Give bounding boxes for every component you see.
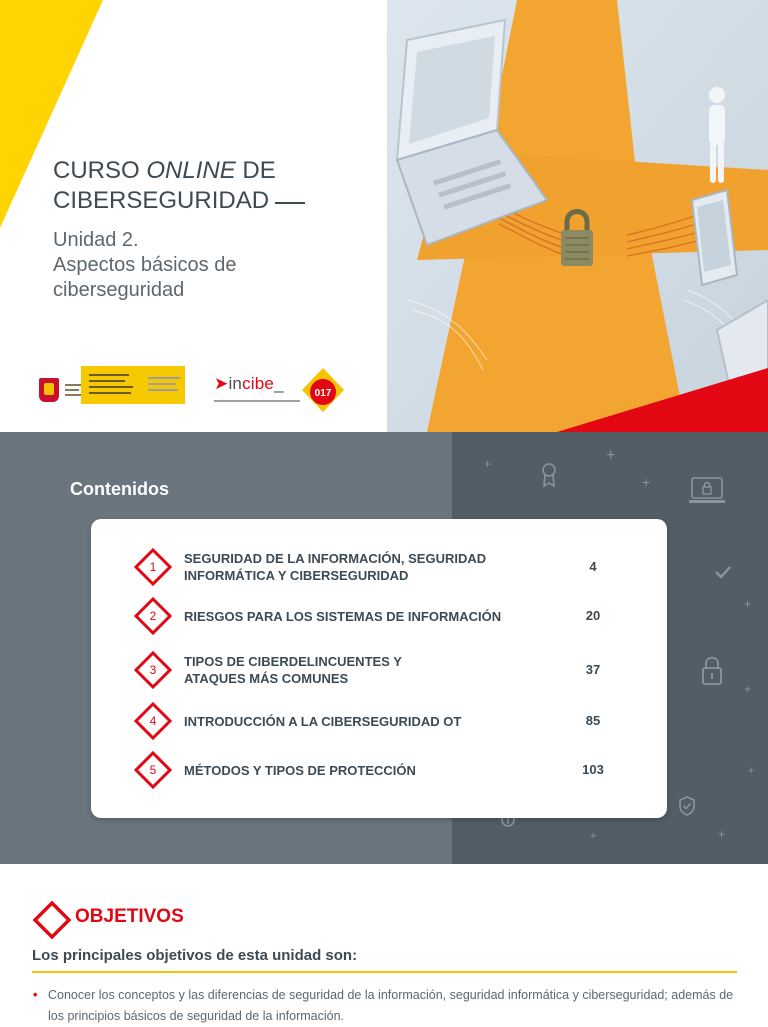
plus-icon: +	[744, 597, 752, 611]
incibe-logo: ➤incibe_	[214, 374, 300, 402]
toc-page-number: 103	[582, 762, 604, 777]
table-of-contents	[91, 519, 667, 818]
title-online: ONLINE	[146, 157, 236, 184]
plus-icon: +	[606, 447, 616, 464]
objectives-list	[32, 985, 737, 1027]
017-badge-text: 017	[314, 388, 332, 399]
toc-number-badge: 4	[133, 701, 173, 741]
medal-icon	[540, 462, 558, 488]
title-text: CURSO	[53, 157, 147, 184]
toc-page-number: 85	[585, 713, 601, 728]
toc-item-title: TIPOS DE CIBERDELINCUENTES Y ATAQUES MÁS COMUNES	[184, 654, 402, 686]
unit-subtitle	[53, 228, 236, 303]
plus-icon: +	[484, 457, 492, 471]
contents-heading: Contenidos	[70, 479, 169, 499]
toc-page-number: 20	[585, 608, 601, 623]
cover	[0, 0, 768, 432]
toc-number-badge: 3	[133, 650, 173, 690]
017-helpline-badge	[301, 367, 345, 418]
objectives-intro: Los principales objetivos de esta unidad son:	[32, 947, 358, 964]
title-text: DE	[235, 157, 276, 184]
objectives-header	[32, 900, 332, 940]
toc-item[interactable]	[91, 547, 667, 587]
toc-number-badge: 5	[133, 750, 173, 790]
toc-item[interactable]	[91, 596, 667, 636]
plus-icon: +	[590, 830, 597, 842]
plus-icon: +	[718, 827, 726, 841]
toc-item[interactable]	[91, 750, 667, 790]
contents-section	[0, 432, 768, 864]
toc-item-title: SEGURIDAD DE LA INFORMACIÓN, SEGURIDAD INFORMÁTICA Y CIBERSEGURIDAD	[184, 551, 487, 583]
plus-icon: +	[748, 765, 755, 777]
institutional-logos	[37, 366, 357, 416]
unit-title: ciberseguridad	[53, 279, 185, 301]
title-underscore-decoration	[275, 202, 305, 204]
toc-item-title: INTRODUCCIÓN A LA CIBERSEGURIDAD OT	[184, 713, 462, 729]
objectives-title: OBJETIVOS	[75, 906, 184, 927]
plus-icon: +	[744, 682, 752, 696]
toc-item[interactable]	[91, 701, 667, 741]
toc-page-number: 37	[585, 662, 601, 677]
laptops-padlock-circuit-photo	[387, 0, 768, 432]
objective-item: • Conocer los conceptos y las diferencias de seguridad de la información, seguridad informática y ciberseguridad; además de los principios básicos de seguridad de la información.	[32, 985, 737, 1027]
red-diamond-icon	[32, 900, 72, 940]
course-title	[53, 156, 305, 216]
title-ciberseguridad: CIBERSEGURIDAD	[53, 187, 270, 214]
unit-title: Aspectos básicos de	[53, 254, 237, 276]
toc-page-number: 4	[589, 559, 597, 574]
toc-item-title: RIESGOS PARA LOS SISTEMAS DE INFORMACIÓN	[184, 608, 502, 624]
shield-check-icon	[678, 796, 696, 816]
toc-item[interactable]	[91, 650, 667, 690]
spain-coat-of-arms-icon	[39, 378, 59, 402]
section-divider	[32, 971, 737, 973]
toc-number-badge: 1	[133, 547, 173, 587]
toc-item-title: MÉTODOS Y TIPOS DE PROTECCIÓN	[184, 762, 416, 778]
padlock-icon	[701, 654, 723, 686]
laptop-lock-icon	[688, 476, 726, 508]
incibe-arrow-icon: ➤	[214, 374, 229, 393]
plus-icon: +	[642, 474, 651, 490]
unit-number: Unidad 2.	[53, 229, 139, 251]
check-icon	[714, 565, 732, 579]
toc-number-badge: 2	[133, 596, 173, 636]
